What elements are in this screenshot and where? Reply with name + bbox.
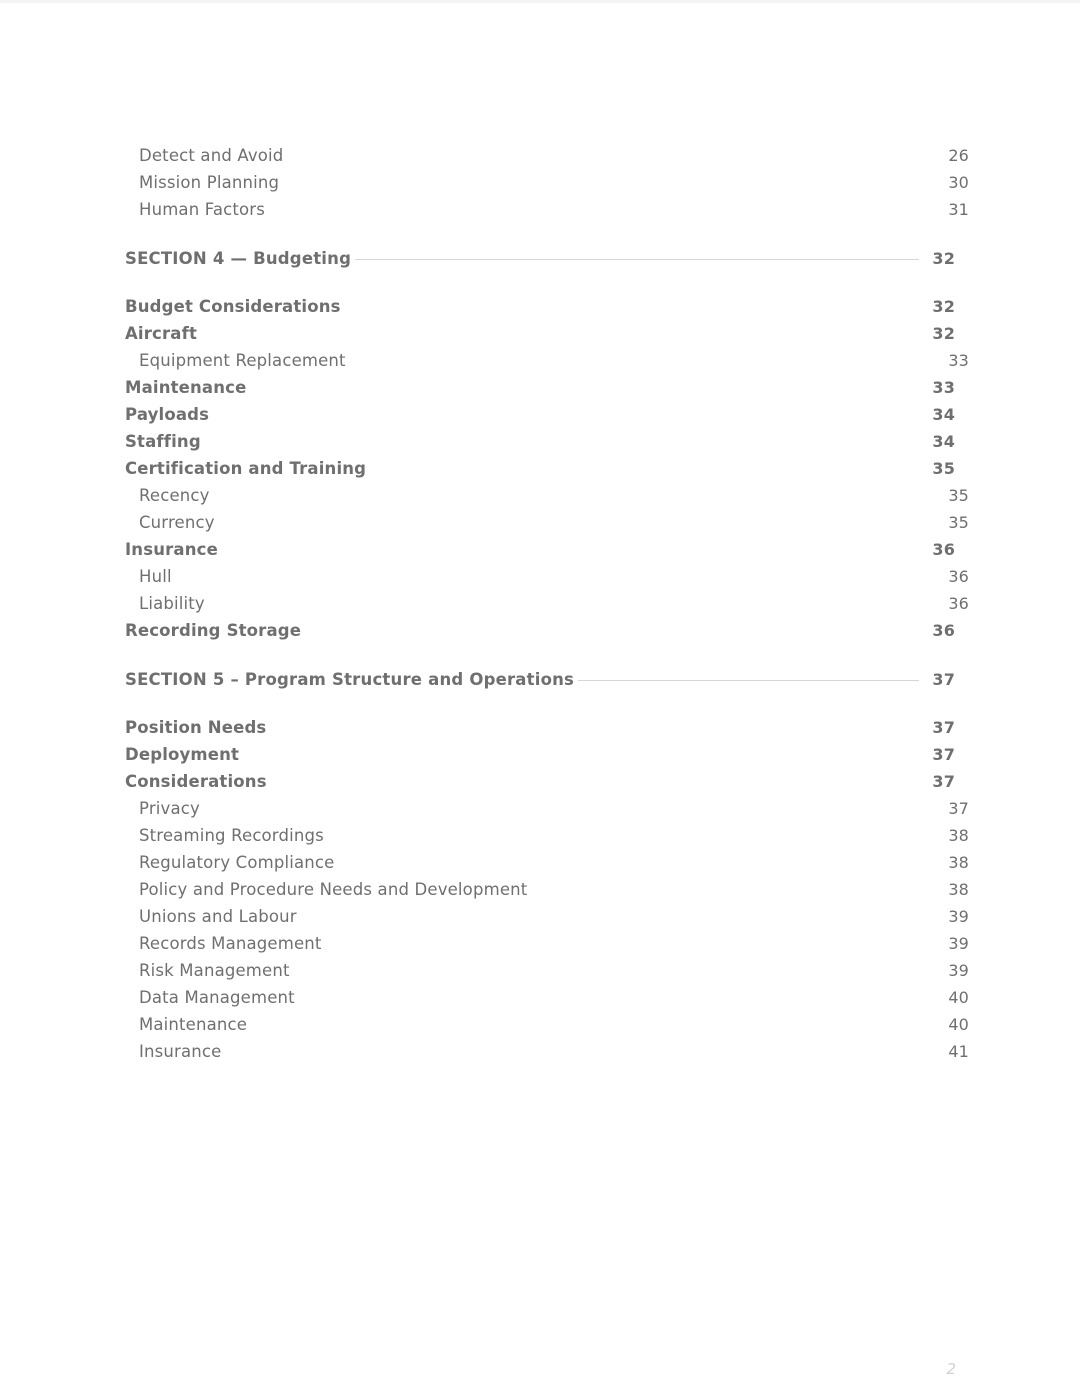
toc-entry-page-number: 41 xyxy=(948,1042,969,1061)
toc-entry-page-number: 36 xyxy=(932,540,955,559)
toc-section-heading[interactable] xyxy=(125,666,955,693)
toc-entry-page-number: 30 xyxy=(948,173,969,192)
toc-entry-title: Detect and Avoid xyxy=(139,146,284,165)
toc-entry-title: Hull xyxy=(139,567,172,586)
toc-entry[interactable] xyxy=(125,795,969,822)
toc-entry-page-number: 36 xyxy=(932,621,955,640)
toc-entry-title: Recency xyxy=(139,486,210,505)
toc-entry-page-number: 33 xyxy=(948,351,969,370)
toc-entry-page-number: 40 xyxy=(948,988,969,1007)
toc-entry-title: Data Management xyxy=(139,988,295,1007)
toc-leader xyxy=(246,392,925,393)
toc-entry[interactable] xyxy=(125,876,969,903)
toc-entry-title: Maintenance xyxy=(125,378,247,397)
toc-leader xyxy=(341,311,925,312)
toc-entry-page-number: 37 xyxy=(932,772,955,791)
toc-entry-page-number: 40 xyxy=(948,1015,969,1034)
toc-entry[interactable] xyxy=(125,903,969,930)
toc-section-heading-title: SECTION 5 – Program Structure and Operations xyxy=(125,670,575,689)
toc-entry[interactable] xyxy=(125,374,955,401)
toc-entry-title: Risk Management xyxy=(139,961,290,980)
toc-entry-title: Certification and Training xyxy=(125,459,367,478)
toc-entry[interactable] xyxy=(125,196,969,223)
toc-leader xyxy=(218,554,925,555)
toc-section-heading-rule xyxy=(355,259,919,260)
toc-entry-page-number: 35 xyxy=(932,459,955,478)
toc-entry-page-number: 39 xyxy=(948,961,969,980)
toc-entry-title: Policy and Procedure Needs and Development xyxy=(139,880,528,899)
toc-leader xyxy=(209,419,925,420)
toc-leader xyxy=(205,608,939,609)
toc-section-heading[interactable] xyxy=(125,245,955,272)
toc-leader xyxy=(247,1029,939,1030)
toc-entry-page-number: 37 xyxy=(948,799,969,818)
toc-leader xyxy=(346,365,939,366)
toc-leader xyxy=(265,214,939,215)
toc-entry[interactable] xyxy=(125,590,969,617)
toc-entry[interactable] xyxy=(125,347,969,374)
toc-entry-title: Currency xyxy=(139,513,215,532)
toc-entry[interactable] xyxy=(125,428,955,455)
toc-leader xyxy=(324,840,939,841)
toc-leader xyxy=(201,446,925,447)
toc-entry[interactable] xyxy=(125,509,969,536)
toc-entry-title: Streaming Recordings xyxy=(139,826,324,845)
toc-entry[interactable] xyxy=(125,455,955,482)
toc-leader xyxy=(210,500,939,501)
toc-entry-page-number: 34 xyxy=(932,432,955,451)
toc-leader xyxy=(279,187,939,188)
toc-entry[interactable] xyxy=(125,320,955,347)
toc-entry-title: Payloads xyxy=(125,405,210,424)
toc-entry-page-number: 34 xyxy=(932,405,955,424)
toc-entry[interactable] xyxy=(125,984,969,1011)
toc-entry-page-number: 36 xyxy=(948,567,969,586)
toc-entry-title: Mission Planning xyxy=(139,173,280,192)
toc-leader xyxy=(322,948,939,949)
toc-entry[interactable] xyxy=(125,563,969,590)
toc-entry[interactable] xyxy=(125,536,955,563)
toc-section-heading-title: SECTION 4 — Budgeting xyxy=(125,249,352,268)
toc-entry-page-number: 38 xyxy=(948,853,969,872)
toc-entry-title: Staffing xyxy=(125,432,201,451)
toc-entry[interactable] xyxy=(125,768,955,795)
toc-entry-page-number: 39 xyxy=(948,934,969,953)
toc-entry[interactable] xyxy=(125,1011,969,1038)
toc-entry-list xyxy=(125,142,969,1065)
toc-entry-title: Privacy xyxy=(139,799,200,818)
toc-leader xyxy=(172,581,939,582)
toc-entry-page-number: 31 xyxy=(948,200,969,219)
toc-entry-page-number: 37 xyxy=(932,718,955,737)
toc-entry-title: Regulatory Compliance xyxy=(139,853,335,872)
toc-entry[interactable] xyxy=(125,169,969,196)
toc-entry-title: Records Management xyxy=(139,934,322,953)
toc-leader xyxy=(200,813,939,814)
toc-entry[interactable] xyxy=(125,714,955,741)
toc-section-heading-page-number: 37 xyxy=(932,670,955,689)
toc-entry-title: Liability xyxy=(139,594,205,613)
toc-entry-page-number: 35 xyxy=(948,486,969,505)
toc-entry[interactable] xyxy=(125,142,969,169)
toc-entry[interactable] xyxy=(125,849,969,876)
toc-entry-page-number: 32 xyxy=(932,297,955,316)
toc-entry-page-number: 35 xyxy=(948,513,969,532)
toc-leader xyxy=(221,1056,939,1057)
toc-entry-page-number: 33 xyxy=(932,378,955,397)
toc-entry-title: Aircraft xyxy=(125,324,198,343)
toc-entry-page-number: 39 xyxy=(948,907,969,926)
toc-leader xyxy=(334,867,939,868)
toc-leader xyxy=(267,786,925,787)
toc-leader xyxy=(295,1002,939,1003)
toc-leader xyxy=(283,160,939,161)
toc-entry-title: Considerations xyxy=(125,772,267,791)
toc-entry-page-number: 38 xyxy=(948,880,969,899)
toc-entry[interactable] xyxy=(125,293,955,320)
toc-leader xyxy=(215,527,939,528)
toc-entry-page-number: 36 xyxy=(948,594,969,613)
toc-entry-title: Insurance xyxy=(125,540,218,559)
toc-entry-title: Recording Storage xyxy=(125,621,302,640)
toc-entry-page-number: 38 xyxy=(948,826,969,845)
toc-entry[interactable] xyxy=(125,401,955,428)
toc-entry[interactable] xyxy=(125,930,969,957)
toc-leader xyxy=(266,732,925,733)
toc-entry[interactable] xyxy=(125,741,955,768)
toc-entry[interactable] xyxy=(125,957,969,984)
toc-entry-title: Equipment Replacement xyxy=(139,351,346,370)
toc-entry-title: Budget Considerations xyxy=(125,297,341,316)
toc-entry-title: Insurance xyxy=(139,1042,222,1061)
toc-entry[interactable] xyxy=(125,482,969,509)
toc-section-heading-rule xyxy=(578,680,919,681)
toc-leader xyxy=(197,338,925,339)
toc-entry-page-number: 37 xyxy=(932,745,955,764)
toc-leader xyxy=(366,473,925,474)
toc-entry[interactable] xyxy=(125,822,969,849)
toc-entry-title: Position Needs xyxy=(125,718,267,737)
toc-entry[interactable] xyxy=(125,1038,969,1065)
toc-leader xyxy=(301,635,925,636)
page-number-footer: 2 xyxy=(946,1360,956,1378)
toc-entry-title: Unions and Labour xyxy=(139,907,297,926)
toc-entry-page-number: 26 xyxy=(948,146,969,165)
toc-leader xyxy=(239,759,925,760)
toc-entry-title: Maintenance xyxy=(139,1015,248,1034)
toc-entry-title: Deployment xyxy=(125,745,240,764)
toc-section-heading-page-number: 32 xyxy=(932,249,955,268)
toc-leader xyxy=(527,894,939,895)
toc-entry-title: Human Factors xyxy=(139,200,265,219)
toc-leader xyxy=(290,975,939,976)
toc-entry[interactable] xyxy=(125,617,955,644)
toc-entry-page-number: 32 xyxy=(932,324,955,343)
toc-leader xyxy=(297,921,939,922)
